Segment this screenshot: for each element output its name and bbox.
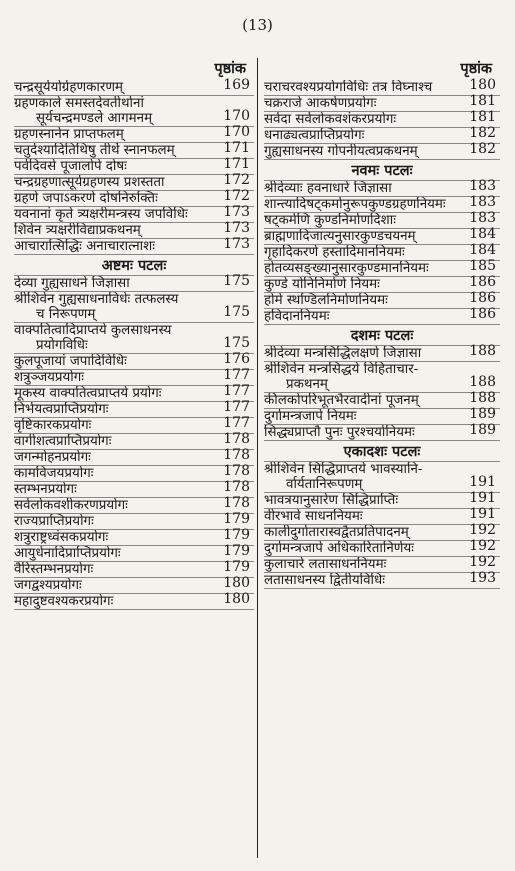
toc-entry-title: वाक्पतित्वादिप्राप्तये कुलसाधनस्य (14, 323, 172, 338)
toc-entry (264, 141, 500, 160)
toc-entry (14, 495, 254, 514)
toc-list (264, 343, 500, 441)
toc-entry-title: र्वार्यतानिरूपणम् (286, 477, 363, 492)
toc-entry-title: ग्रहणकाले समस्तदेवतीर्थानां (14, 96, 144, 111)
toc-entry (264, 93, 500, 112)
toc-entry (264, 210, 500, 229)
toc-entry-page: 181 (469, 93, 496, 109)
page-column-header: पृष्ठांक (460, 60, 492, 77)
toc-entry-title: आयुर्धनादिप्राप्तिप्रयोगः (14, 546, 121, 561)
toc-entry-page: 193 (469, 570, 496, 586)
toc-entry-page: 178 (223, 447, 250, 463)
toc-entry-title: ग्रहणस्नानेन प्राप्तफलम् (14, 127, 124, 142)
toc-entry (264, 109, 500, 128)
toc-entry-page: 183 (469, 194, 496, 210)
toc-entry (264, 506, 500, 525)
toc-entry (264, 194, 500, 213)
toc-entry-title: मूकस्य वाक्पतित्वप्राप्तये प्रयोगः (14, 386, 162, 401)
toc-entry-title: पर्वदिवसे पूजालोपे दोषः (14, 159, 127, 174)
toc-entry-page: 189 (469, 422, 496, 438)
toc-entry (14, 236, 254, 255)
toc-entry-title: कालीदुर्गातारास्वद्वैतप्रतिपादनम् (264, 525, 409, 540)
toc-entry-title: स्तम्भनप्रयोगः (14, 482, 77, 497)
toc-entry-page: 175 (223, 335, 250, 351)
toc-entry-page: 176 (223, 351, 250, 367)
toc-entry-page: 177 (223, 383, 250, 399)
toc-entry (264, 178, 500, 197)
toc-entry (264, 258, 500, 277)
toc-entry-title: जगन्मोहनप्रयोगः (14, 450, 91, 465)
toc-entry-title: देव्या गुह्यसाधने जिज्ञासा (14, 276, 130, 291)
toc-entry-page: 184 (469, 242, 496, 258)
toc-entry (264, 538, 500, 557)
toc-entry (264, 390, 500, 409)
toc-entry (14, 188, 254, 207)
toc-entry (14, 383, 254, 402)
toc-entry (14, 527, 254, 546)
toc-entry-title: दुर्गामन्त्रजापे अधिकारितानिर्णयः (264, 541, 414, 556)
toc-entry-page: 172 (223, 188, 250, 204)
toc-entry-title: वीरभावे साधननियमः (264, 509, 363, 524)
left-column (14, 58, 254, 610)
toc-entry-page: 182 (469, 125, 496, 141)
toc-list (264, 462, 500, 589)
toc-entry-page: 183 (469, 178, 496, 194)
toc-entry-page: 182 (469, 141, 496, 157)
toc-entry-page: 179 (223, 559, 250, 575)
toc-entry (264, 422, 500, 441)
toc-entry (14, 172, 254, 191)
toc-list (264, 77, 500, 160)
toc-entry (264, 462, 500, 493)
section-heading: अष्टमः पटलः (14, 255, 254, 276)
toc-entry (14, 415, 254, 434)
toc-entry (14, 511, 254, 530)
toc-entry (14, 575, 254, 594)
column-divider (257, 58, 258, 858)
toc-entry-title: श्रीशिवेन मन्त्रसिद्धये विहिताचार- (264, 362, 419, 377)
toc-entry (14, 292, 254, 323)
toc-entry-page: 175 (223, 273, 250, 289)
toc-list (264, 178, 500, 325)
toc-entry-page: 191 (469, 474, 496, 490)
toc-entry-title: शत्रुञ्जयप्रयोगः (14, 370, 84, 385)
toc-entry (14, 447, 254, 466)
toc-entry-page: 183 (469, 210, 496, 226)
toc-entry-title: हविदाननियमः (264, 309, 330, 324)
toc-entry-page: 192 (469, 538, 496, 554)
toc-entry-title: श्रीदेव्या मन्त्रसिद्धिलक्षणे जिज्ञासा (264, 346, 422, 361)
toc-entry-page: 178 (223, 479, 250, 495)
toc-entry-title: धनाढ्यत्वप्राप्तिप्रयोगः (264, 128, 365, 143)
toc-entry (264, 343, 500, 362)
toc-entry-title: वृष्टिकारकप्रयोगः (14, 418, 92, 433)
page-number: (13) (242, 16, 273, 34)
toc-entry-page: 173 (223, 204, 250, 220)
toc-entry (14, 124, 254, 143)
toc-entry (264, 362, 500, 393)
toc-entry-title: होतव्यसङ्ख्यानुसारकुण्डमाननियमः (264, 261, 429, 276)
toc-entry-page: 171 (223, 140, 250, 156)
toc-entry-title: आचारात्सिद्धिः अनाचारात्नाशः (14, 239, 155, 254)
toc-entry (14, 273, 254, 292)
toc-entry-title: कीलकोपरिभूतभैरवादीनां पूजनम् (264, 393, 419, 408)
toc-entry (14, 204, 254, 223)
toc-entry (14, 399, 254, 418)
toc-entry-title: जगद्वश्यप्रयोगः (14, 578, 82, 593)
toc-entry-title: होमे स्थण्डिलनिर्माणनियमः (264, 293, 388, 308)
toc-entry (264, 77, 500, 96)
toc-entry-page: 178 (223, 495, 250, 511)
toc-entry-page: 186 (469, 274, 496, 290)
toc-entry-page: 188 (469, 343, 496, 359)
toc-entry-page: 191 (469, 506, 496, 522)
toc-entry-page: 181 (469, 109, 496, 125)
toc-entry (14, 367, 254, 386)
toc-entry-title: चक्रराजे आकर्षणप्रयोगः (264, 96, 377, 111)
toc-entry-page: 189 (469, 406, 496, 422)
toc-entry-title: राज्यप्राप्तिप्रयोगः (14, 514, 94, 529)
toc-entry (264, 490, 500, 509)
toc-entry (264, 570, 500, 589)
toc-entry (14, 96, 254, 127)
toc-entry-title: श्रीशिवेन गुह्यसाधनाविधेः तत्फलस्य (14, 292, 179, 307)
toc-entry (14, 543, 254, 562)
toc-entry (14, 463, 254, 482)
toc-entry (264, 226, 500, 245)
toc-entry (14, 351, 254, 370)
toc-entry-title: दुर्गामन्त्रजापे नियमः (264, 409, 357, 424)
toc-entry-title: महादुष्टवश्यकरप्रयोगः (14, 594, 114, 609)
toc-entry-title: चराचरवश्यप्रयोगविधिः तत्र विघ्नाश्च (264, 80, 433, 95)
toc-entry (14, 140, 254, 159)
toc-entry-title: सर्वदा सर्वलोकवशंकरप्रयोगः (264, 112, 397, 127)
toc-entry-title: शिवेन त्र्यक्षरीविद्याप्रकथनम् (14, 223, 141, 238)
toc-entry-page: 173 (223, 220, 250, 236)
toc-entry-title: निर्भयत्वप्राप्तिप्रयोगः (14, 402, 109, 417)
toc-entry-page: 179 (223, 511, 250, 527)
toc-entry-page: 188 (469, 390, 496, 406)
toc-entry-page: 184 (469, 226, 496, 242)
toc-entry-title: श्रीशिवेन सिद्धिप्राप्तये भावस्यानि- (264, 462, 423, 477)
toc-entry-page: 170 (223, 108, 250, 124)
toc-entry-page: 177 (223, 399, 250, 415)
toc-entry (14, 591, 254, 610)
toc-entry (14, 323, 254, 354)
toc-entry-page: 186 (469, 306, 496, 322)
toc-list (14, 273, 254, 610)
toc-entry (264, 125, 500, 144)
toc-entry-page: 177 (223, 415, 250, 431)
toc-entry-title: चन्द्रग्रहणात्सूर्यग्रहणस्य प्रशस्तता (14, 175, 165, 190)
toc-entry-page: 175 (223, 304, 250, 320)
toc-entry-title: सर्वलोकवशीकरणप्रयोगः (14, 498, 128, 513)
toc-entry-page: 180 (223, 575, 250, 591)
toc-entry-page: 178 (223, 463, 250, 479)
toc-entry-page: 169 (223, 77, 250, 93)
toc-entry (14, 479, 254, 498)
toc-entry-title: सिद्ध्यप्राप्तौ पुनः पुरश्चर्यानियमः (264, 425, 415, 440)
toc-entry-title: लतासाधनस्य द्वितीयविधिः (264, 573, 385, 588)
right-column (264, 58, 500, 589)
section-heading: दशमः पटलः (264, 325, 500, 346)
toc-entry-title: चन्द्रसूर्ययोर्ग्रहणकारणम् (14, 80, 124, 95)
toc-entry-page: 185 (469, 258, 496, 274)
toc-entry-title: षट्कर्मणि कुण्डनिर्माणदिशाः (264, 213, 396, 228)
toc-entry-page: 179 (223, 527, 250, 543)
toc-entry-title: च निरूपणम् (36, 307, 96, 322)
toc-entry (264, 522, 500, 541)
toc-entry-page: 178 (223, 431, 250, 447)
section-heading: एकादशः पटलः (264, 441, 500, 462)
toc-entry (264, 554, 500, 573)
toc-entry (264, 242, 500, 261)
toc-entry-title: कुलाचारे लतासाधननियमः (264, 557, 387, 572)
toc-entry-title: प्रकथनम् (286, 377, 328, 392)
toc-entry-title: श्रीदेव्याः हवनाधारे जिज्ञासा (264, 181, 392, 196)
toc-entry (264, 306, 500, 325)
toc-entry-page: 170 (223, 124, 250, 140)
toc-entry-title: वागीशत्वप्राप्तिप्रयोगः (14, 434, 112, 449)
page-column-header: पृष्ठांक (214, 60, 246, 77)
toc-entry (264, 406, 500, 425)
toc-entry-page: 192 (469, 554, 496, 570)
toc-entry (14, 431, 254, 450)
toc-entry-page: 191 (469, 490, 496, 506)
toc-entry (14, 220, 254, 239)
toc-entry-title: ग्रहणे जपाऽकरणे दोषनिरुक्तिः (14, 191, 158, 206)
toc-entry-title: कामविजयप्रयोगः (14, 466, 94, 481)
toc-entry-title: गृहादिकरणे हस्तादिमाननियमः (264, 245, 405, 260)
toc-entry-page: 173 (223, 236, 250, 252)
toc-entry-title: प्रयोगविधिः (36, 338, 88, 353)
toc-entry (264, 274, 500, 293)
toc-entry-page: 177 (223, 367, 250, 383)
toc-entry-page: 180 (223, 591, 250, 607)
toc-entry-page: 179 (223, 543, 250, 559)
toc-entry-title: भावत्रयानुसारेण सिद्धिप्राप्तिः (264, 493, 399, 508)
toc-entry-title: शान्त्यादिषट्कर्मानुरूपकुण्डग्रहणनियमः (264, 197, 446, 212)
toc-entry-page: 188 (469, 374, 496, 390)
toc-entry-title: यवनानां कृते त्र्यक्षरीमन्त्रस्य जपविधिः (14, 207, 188, 222)
toc-entry (14, 156, 254, 175)
toc-entry-title: गुह्यसाधनस्य गोपनीयत्वप्रकथनम् (264, 144, 418, 159)
toc-entry-page: 192 (469, 522, 496, 538)
toc-entry-title: शत्रुराष्ट्रध्वंसकप्रयोगः (14, 530, 109, 545)
toc-entry (14, 77, 254, 96)
toc-entry-title: कुण्डे योनिनिर्माणे नियमः (264, 277, 380, 292)
toc-entry-title: ब्राह्मणादिजात्यनुसारकुण्डचयनम् (264, 229, 416, 244)
toc-entry (264, 290, 500, 309)
toc-entry-page: 172 (223, 172, 250, 188)
toc-entry-page: 186 (469, 290, 496, 306)
toc-entry-page: 180 (469, 77, 496, 93)
toc-list (14, 77, 254, 255)
toc-entry-title: वैरिस्तम्भनप्रयोगः (14, 562, 94, 577)
toc-entry-title: चतुर्दश्यादितिथिषु तीर्थे स्नानफलम् (14, 143, 175, 158)
toc-entry (14, 559, 254, 578)
section-heading: नवमः पटलः (264, 160, 500, 181)
toc-entry-title: सूर्यचन्द्रमण्डले आगमनम् (36, 111, 153, 126)
toc-entry-title: कुलपूजायां जपादिविधिः (14, 354, 127, 369)
toc-entry-page: 171 (223, 156, 250, 172)
